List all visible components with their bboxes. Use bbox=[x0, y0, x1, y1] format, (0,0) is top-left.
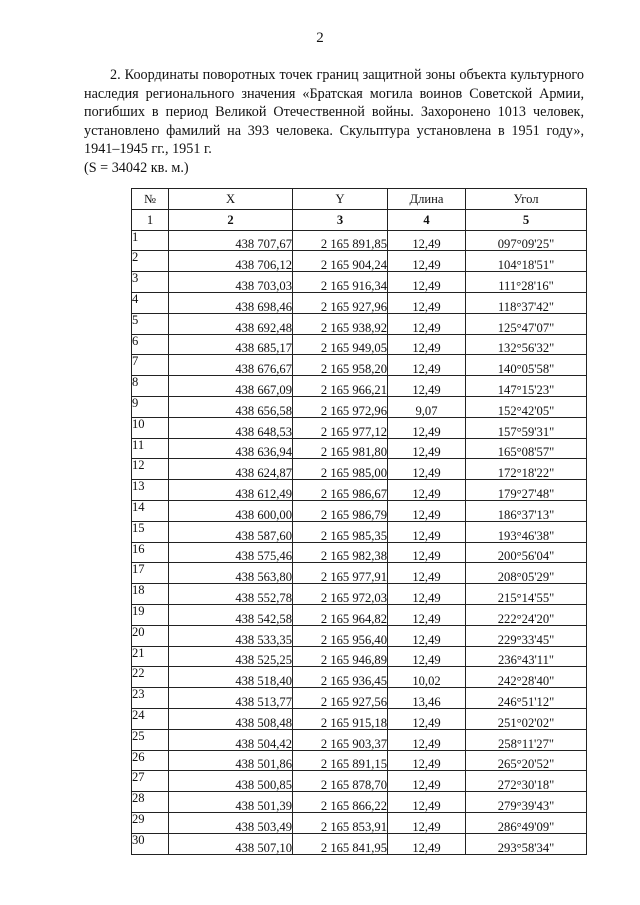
x-coordinate-cell: 438 676,67 bbox=[169, 355, 293, 376]
point-number-cell: 29 bbox=[132, 812, 169, 833]
angle-cell: 286°49'09" bbox=[466, 812, 587, 833]
length-cell: 12,49 bbox=[388, 272, 466, 293]
table-row bbox=[132, 625, 587, 646]
point-number-cell: 17 bbox=[132, 563, 169, 584]
header-angle: Угол bbox=[466, 189, 587, 210]
table-row bbox=[132, 792, 587, 813]
length-cell: 12,49 bbox=[388, 480, 466, 501]
point-number-cell: 6 bbox=[132, 334, 169, 355]
point-number-cell: 22 bbox=[132, 667, 169, 688]
x-coordinate-cell: 438 504,42 bbox=[169, 729, 293, 750]
x-coordinate-cell: 438 575,46 bbox=[169, 542, 293, 563]
point-number-cell: 21 bbox=[132, 646, 169, 667]
x-coordinate-cell: 438 685,17 bbox=[169, 334, 293, 355]
length-cell: 12,49 bbox=[388, 334, 466, 355]
table-row bbox=[132, 584, 587, 605]
y-coordinate-cell: 2 165 972,03 bbox=[293, 584, 388, 605]
y-coordinate-cell: 2 165 853,91 bbox=[293, 812, 388, 833]
point-number-cell: 19 bbox=[132, 604, 169, 625]
angle-cell: 157°59'31" bbox=[466, 417, 587, 438]
angle-cell: 132°56'32" bbox=[466, 334, 587, 355]
point-number-cell: 7 bbox=[132, 355, 169, 376]
table-row bbox=[132, 542, 587, 563]
y-coordinate-cell: 2 165 841,95 bbox=[293, 833, 388, 854]
header-x: X bbox=[169, 189, 293, 210]
y-coordinate-cell: 2 165 891,15 bbox=[293, 750, 388, 771]
header-length: Длина bbox=[388, 189, 466, 210]
angle-cell: 140°05'58" bbox=[466, 355, 587, 376]
length-cell: 12,49 bbox=[388, 521, 466, 542]
coordinates-table bbox=[131, 188, 587, 855]
y-coordinate-cell: 2 165 946,89 bbox=[293, 646, 388, 667]
length-cell: 12,49 bbox=[388, 459, 466, 480]
length-cell: 12,49 bbox=[388, 750, 466, 771]
area-text: (S = 34042 кв. м.) bbox=[84, 159, 189, 176]
angle-cell: 097°09'25" bbox=[466, 230, 587, 251]
x-coordinate-cell: 438 667,09 bbox=[169, 376, 293, 397]
table-row bbox=[132, 833, 587, 854]
x-coordinate-cell: 438 533,35 bbox=[169, 625, 293, 646]
length-cell: 13,46 bbox=[388, 688, 466, 709]
point-number-cell: 15 bbox=[132, 521, 169, 542]
table-row bbox=[132, 563, 587, 584]
point-number-cell: 10 bbox=[132, 417, 169, 438]
x-coordinate-cell: 438 501,39 bbox=[169, 792, 293, 813]
y-coordinate-cell: 2 165 904,24 bbox=[293, 251, 388, 272]
length-cell: 12,49 bbox=[388, 708, 466, 729]
point-number-cell: 1 bbox=[132, 230, 169, 251]
point-number-cell: 13 bbox=[132, 480, 169, 501]
index-cell: 5 bbox=[466, 209, 587, 230]
point-number-cell: 20 bbox=[132, 625, 169, 646]
table-row bbox=[132, 334, 587, 355]
length-cell: 12,49 bbox=[388, 417, 466, 438]
table-row bbox=[132, 396, 587, 417]
x-coordinate-cell: 438 648,53 bbox=[169, 417, 293, 438]
length-cell: 10,02 bbox=[388, 667, 466, 688]
x-coordinate-cell: 438 636,94 bbox=[169, 438, 293, 459]
angle-cell: 165°08'57" bbox=[466, 438, 587, 459]
table-index-row bbox=[132, 209, 587, 230]
paragraph-text: 2. Координаты поворотных точек границ защитной зоны объекта культурного наследия регионального значения «Братская могила воинов Советской Армии, погибших в период Великой Отечественной войны. Захоронено 1013 человек, установлено фамилий на 393 человека. Скульптура установлена в 1951 году», 1941–1945 гг., 1951 г. bbox=[84, 67, 584, 158]
table-row bbox=[132, 646, 587, 667]
y-coordinate-cell: 2 165 986,79 bbox=[293, 500, 388, 521]
table-row bbox=[132, 417, 587, 438]
y-coordinate-cell: 2 165 966,21 bbox=[293, 376, 388, 397]
x-coordinate-cell: 438 507,10 bbox=[169, 833, 293, 854]
y-coordinate-cell: 2 165 936,45 bbox=[293, 667, 388, 688]
angle-cell: 152°42'05" bbox=[466, 396, 587, 417]
length-cell: 12,49 bbox=[388, 729, 466, 750]
angle-cell: 222°24'20" bbox=[466, 604, 587, 625]
point-number-cell: 28 bbox=[132, 792, 169, 813]
length-cell: 12,49 bbox=[388, 563, 466, 584]
table-row bbox=[132, 438, 587, 459]
point-number-cell: 4 bbox=[132, 292, 169, 313]
x-coordinate-cell: 438 500,85 bbox=[169, 771, 293, 792]
x-coordinate-cell: 438 703,03 bbox=[169, 272, 293, 293]
length-cell: 12,49 bbox=[388, 376, 466, 397]
point-number-cell: 2 bbox=[132, 251, 169, 272]
length-cell: 12,49 bbox=[388, 792, 466, 813]
header-y: Y bbox=[293, 189, 388, 210]
y-coordinate-cell: 2 165 977,12 bbox=[293, 417, 388, 438]
length-cell: 12,49 bbox=[388, 542, 466, 563]
y-coordinate-cell: 2 165 866,22 bbox=[293, 792, 388, 813]
table-row bbox=[132, 729, 587, 750]
x-coordinate-cell: 438 698,46 bbox=[169, 292, 293, 313]
y-coordinate-cell: 2 165 956,40 bbox=[293, 625, 388, 646]
length-cell: 12,49 bbox=[388, 230, 466, 251]
angle-cell: 147°15'23" bbox=[466, 376, 587, 397]
point-number-cell: 14 bbox=[132, 500, 169, 521]
point-number-cell: 12 bbox=[132, 459, 169, 480]
point-number-cell: 5 bbox=[132, 313, 169, 334]
x-coordinate-cell: 438 501,86 bbox=[169, 750, 293, 771]
point-number-cell: 26 bbox=[132, 750, 169, 771]
angle-cell: 193°46'38" bbox=[466, 521, 587, 542]
point-number-cell: 11 bbox=[132, 438, 169, 459]
index-cell: 1 bbox=[132, 209, 169, 230]
table-row bbox=[132, 750, 587, 771]
page-number: 2 bbox=[316, 30, 324, 46]
angle-cell: 258°11'27" bbox=[466, 729, 587, 750]
x-coordinate-cell: 438 552,78 bbox=[169, 584, 293, 605]
table-row bbox=[132, 604, 587, 625]
x-coordinate-cell: 438 707,67 bbox=[169, 230, 293, 251]
table-row bbox=[132, 708, 587, 729]
index-cell: 2 bbox=[169, 209, 293, 230]
angle-cell: 215°14'55" bbox=[466, 584, 587, 605]
table-row bbox=[132, 251, 587, 272]
table-body bbox=[132, 230, 587, 854]
angle-cell: 279°39'43" bbox=[466, 792, 587, 813]
point-number-cell: 8 bbox=[132, 376, 169, 397]
table-row bbox=[132, 459, 587, 480]
x-coordinate-cell: 438 563,80 bbox=[169, 563, 293, 584]
length-cell: 12,49 bbox=[388, 584, 466, 605]
angle-cell: 186°37'13" bbox=[466, 500, 587, 521]
angle-cell: 242°28'40" bbox=[466, 667, 587, 688]
angle-cell: 104°18'51" bbox=[466, 251, 587, 272]
table-header-row bbox=[132, 189, 587, 210]
y-coordinate-cell: 2 165 927,96 bbox=[293, 292, 388, 313]
y-coordinate-cell: 2 165 891,85 bbox=[293, 230, 388, 251]
angle-cell: 179°27'48" bbox=[466, 480, 587, 501]
y-coordinate-cell: 2 165 958,20 bbox=[293, 355, 388, 376]
x-coordinate-cell: 438 656,58 bbox=[169, 396, 293, 417]
y-coordinate-cell: 2 165 916,34 bbox=[293, 272, 388, 293]
y-coordinate-cell: 2 165 972,96 bbox=[293, 396, 388, 417]
y-coordinate-cell: 2 165 986,67 bbox=[293, 480, 388, 501]
table-row bbox=[132, 313, 587, 334]
x-coordinate-cell: 438 525,25 bbox=[169, 646, 293, 667]
y-coordinate-cell: 2 165 938,92 bbox=[293, 313, 388, 334]
y-coordinate-cell: 2 165 964,82 bbox=[293, 604, 388, 625]
table-row bbox=[132, 667, 587, 688]
angle-cell: 125°47'07" bbox=[466, 313, 587, 334]
table-row bbox=[132, 272, 587, 293]
angle-cell: 172°18'22" bbox=[466, 459, 587, 480]
point-number-cell: 3 bbox=[132, 272, 169, 293]
intro-paragraph bbox=[84, 66, 584, 178]
header-number: № bbox=[132, 189, 169, 210]
y-coordinate-cell: 2 165 915,18 bbox=[293, 708, 388, 729]
table-row bbox=[132, 521, 587, 542]
table-row bbox=[132, 771, 587, 792]
angle-cell: 272°30'18" bbox=[466, 771, 587, 792]
angle-cell: 236°43'11" bbox=[466, 646, 587, 667]
x-coordinate-cell: 438 518,40 bbox=[169, 667, 293, 688]
length-cell: 12,49 bbox=[388, 355, 466, 376]
angle-cell: 246°51'12" bbox=[466, 688, 587, 709]
angle-cell: 111°28'16" bbox=[466, 272, 587, 293]
point-number-cell: 9 bbox=[132, 396, 169, 417]
point-number-cell: 23 bbox=[132, 688, 169, 709]
y-coordinate-cell: 2 165 985,35 bbox=[293, 521, 388, 542]
x-coordinate-cell: 438 624,87 bbox=[169, 459, 293, 480]
y-coordinate-cell: 2 165 985,00 bbox=[293, 459, 388, 480]
table-row bbox=[132, 812, 587, 833]
x-coordinate-cell: 438 513,77 bbox=[169, 688, 293, 709]
index-cell: 3 bbox=[293, 209, 388, 230]
length-cell: 12,49 bbox=[388, 604, 466, 625]
table-row bbox=[132, 688, 587, 709]
length-cell: 12,49 bbox=[388, 833, 466, 854]
x-coordinate-cell: 438 587,60 bbox=[169, 521, 293, 542]
x-coordinate-cell: 438 600,00 bbox=[169, 500, 293, 521]
x-coordinate-cell: 438 542,58 bbox=[169, 604, 293, 625]
y-coordinate-cell: 2 165 981,80 bbox=[293, 438, 388, 459]
x-coordinate-cell: 438 508,48 bbox=[169, 708, 293, 729]
x-coordinate-cell: 438 692,48 bbox=[169, 313, 293, 334]
angle-cell: 251°02'02" bbox=[466, 708, 587, 729]
point-number-cell: 25 bbox=[132, 729, 169, 750]
table-row bbox=[132, 292, 587, 313]
table-row bbox=[132, 500, 587, 521]
x-coordinate-cell: 438 612,49 bbox=[169, 480, 293, 501]
y-coordinate-cell: 2 165 903,37 bbox=[293, 729, 388, 750]
y-coordinate-cell: 2 165 949,05 bbox=[293, 334, 388, 355]
index-cell: 4 bbox=[388, 209, 466, 230]
point-number-cell: 16 bbox=[132, 542, 169, 563]
y-coordinate-cell: 2 165 977,91 bbox=[293, 563, 388, 584]
table-row bbox=[132, 480, 587, 501]
x-coordinate-cell: 438 503,49 bbox=[169, 812, 293, 833]
length-cell: 12,49 bbox=[388, 646, 466, 667]
length-cell: 12,49 bbox=[388, 625, 466, 646]
length-cell: 12,49 bbox=[388, 438, 466, 459]
table-row bbox=[132, 230, 587, 251]
table-row bbox=[132, 355, 587, 376]
length-cell: 12,49 bbox=[388, 771, 466, 792]
table-row bbox=[132, 376, 587, 397]
y-coordinate-cell: 2 165 982,38 bbox=[293, 542, 388, 563]
angle-cell: 208°05'29" bbox=[466, 563, 587, 584]
length-cell: 12,49 bbox=[388, 812, 466, 833]
angle-cell: 265°20'52" bbox=[466, 750, 587, 771]
length-cell: 12,49 bbox=[388, 313, 466, 334]
length-cell: 12,49 bbox=[388, 292, 466, 313]
length-cell: 12,49 bbox=[388, 500, 466, 521]
angle-cell: 229°33'45" bbox=[466, 625, 587, 646]
length-cell: 9,07 bbox=[388, 396, 466, 417]
point-number-cell: 27 bbox=[132, 771, 169, 792]
y-coordinate-cell: 2 165 878,70 bbox=[293, 771, 388, 792]
y-coordinate-cell: 2 165 927,56 bbox=[293, 688, 388, 709]
point-number-cell: 30 bbox=[132, 833, 169, 854]
length-cell: 12,49 bbox=[388, 251, 466, 272]
x-coordinate-cell: 438 706,12 bbox=[169, 251, 293, 272]
angle-cell: 200°56'04" bbox=[466, 542, 587, 563]
angle-cell: 118°37'42" bbox=[466, 292, 587, 313]
point-number-cell: 24 bbox=[132, 708, 169, 729]
point-number-cell: 18 bbox=[132, 584, 169, 605]
angle-cell: 293°58'34" bbox=[466, 833, 587, 854]
